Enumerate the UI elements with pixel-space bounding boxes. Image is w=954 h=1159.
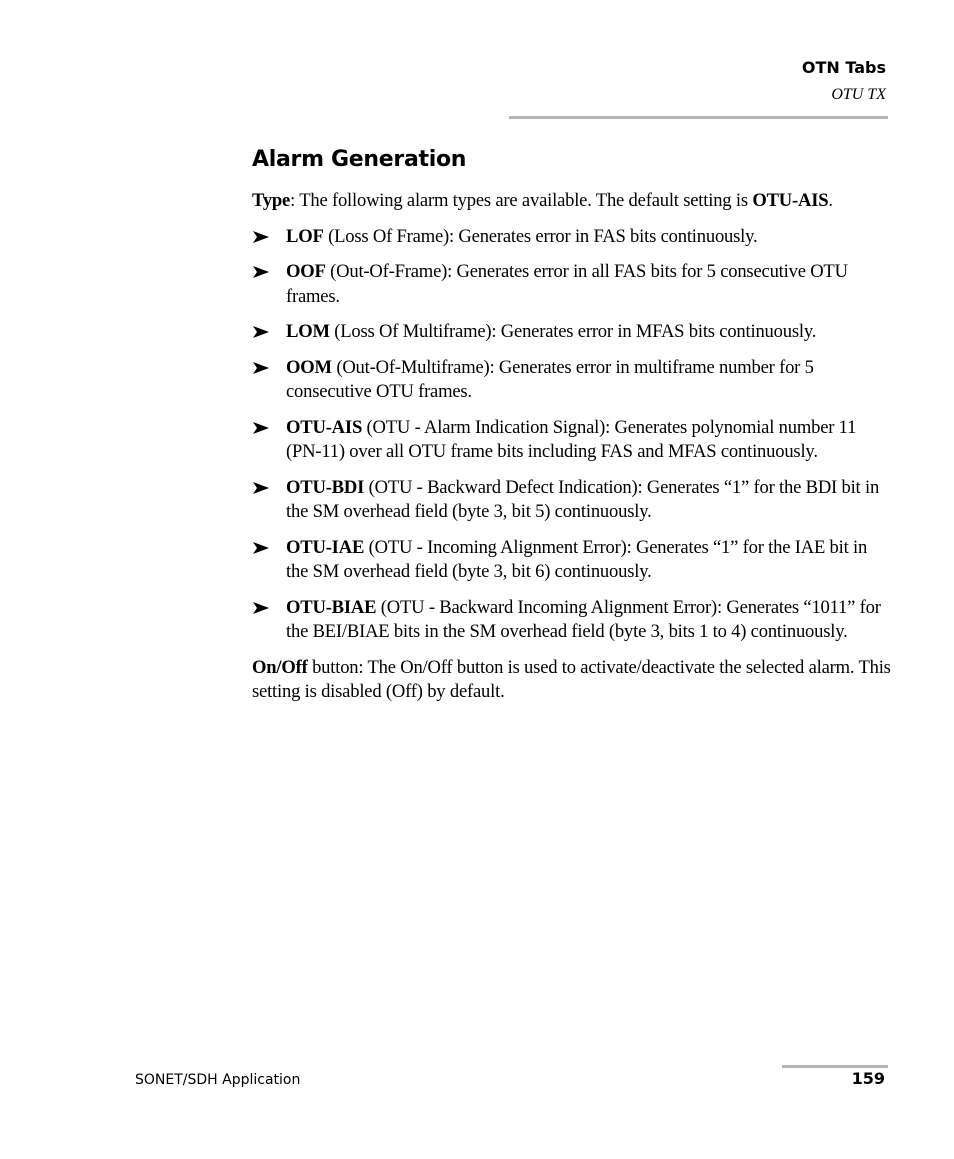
alarm-description: (OTU - Alarm Indication Signal): Generates polynomial number 11 (PN-11) over all OTU frame bits including FAS and MFAS continuously.	[286, 416, 857, 462]
alarm-name: OTU-BDI	[286, 476, 365, 498]
type-text: : The following alarm types are available. The default setting is	[290, 190, 753, 211]
type-paragraph	[252, 189, 892, 214]
page-number: 159	[851, 1069, 885, 1088]
arrow-bullet-icon	[252, 480, 270, 496]
arrow-bullet-icon	[252, 360, 270, 376]
alarm-description: (Loss Of Frame): Generates error in FAS bits continuously.	[323, 225, 758, 247]
onoff-text: button: The On/Off button is used to activate/deactivate the selected alarm. This setting is disabled (Off) by default.	[252, 656, 891, 702]
onoff-label: On/Off	[252, 656, 308, 678]
alarm-item-otu-bdi	[252, 476, 892, 525]
alarm-name: OOF	[286, 261, 326, 282]
alarm-description: (Out-Of-Frame): Generates error in all FAS bits for 5 consecutive OTU frames.	[286, 261, 848, 307]
alarm-name: OTU-AIS	[286, 416, 363, 438]
section-subtitle: OTU TX	[831, 86, 886, 103]
footer-document-title: SONET/SDH Application	[135, 1072, 301, 1088]
arrow-bullet-icon	[252, 229, 270, 245]
arrow-bullet-icon	[252, 420, 270, 436]
section-heading: Alarm Generation	[252, 147, 467, 172]
alarm-item-oom	[252, 356, 892, 405]
arrow-bullet-icon	[252, 324, 270, 340]
default-value: OTU-AIS	[752, 190, 829, 211]
alarm-list	[252, 225, 892, 645]
alarm-description: (OTU - Backward Incoming Alignment Error): Generates “1011” for the BEI/BIAE bits in the SM overhead field (byte 3, bits 1 to 4) continuously.	[286, 596, 881, 642]
arrow-bullet-icon	[252, 540, 270, 556]
running-header	[802, 57, 886, 106]
main-content	[252, 143, 892, 716]
alarm-name: OOM	[286, 356, 332, 378]
type-label: Type	[252, 190, 291, 211]
alarm-description: (OTU - Incoming Alignment Error): Generates “1” for the IAE bit in the SM overhead field (byte 3, bit 6) continuously.	[286, 536, 868, 582]
alarm-item-otu-iae	[252, 536, 892, 585]
onoff-paragraph	[252, 656, 892, 705]
alarm-name: LOF	[286, 225, 324, 247]
arrow-bullet-icon	[252, 264, 270, 280]
alarm-name: OTU-BIAE	[286, 596, 377, 618]
alarm-description: (Out-Of-Multiframe): Generates error in multiframe number for 5 consecutive OTU frames.	[286, 356, 814, 402]
alarm-name: OTU-IAE	[286, 536, 365, 558]
arrow-bullet-icon	[252, 600, 270, 616]
alarm-description: (OTU - Backward Defect Indication): Generates “1” for the BDI bit in the SM overhead field (byte 3, bit 5) continuously.	[286, 476, 880, 522]
chapter-title: OTN Tabs	[801, 58, 886, 77]
alarm-item-oof	[252, 260, 892, 309]
alarm-name: LOM	[286, 321, 330, 342]
header-divider	[509, 116, 888, 119]
alarm-description: (Loss Of Multiframe): Generates error in MFAS bits continuously.	[329, 321, 817, 342]
type-end: .	[828, 190, 833, 211]
alarm-item-otu-biae	[252, 596, 892, 645]
alarm-item-otu-ais	[252, 416, 892, 465]
alarm-item-lom	[252, 320, 892, 345]
alarm-item-lof	[252, 225, 892, 250]
